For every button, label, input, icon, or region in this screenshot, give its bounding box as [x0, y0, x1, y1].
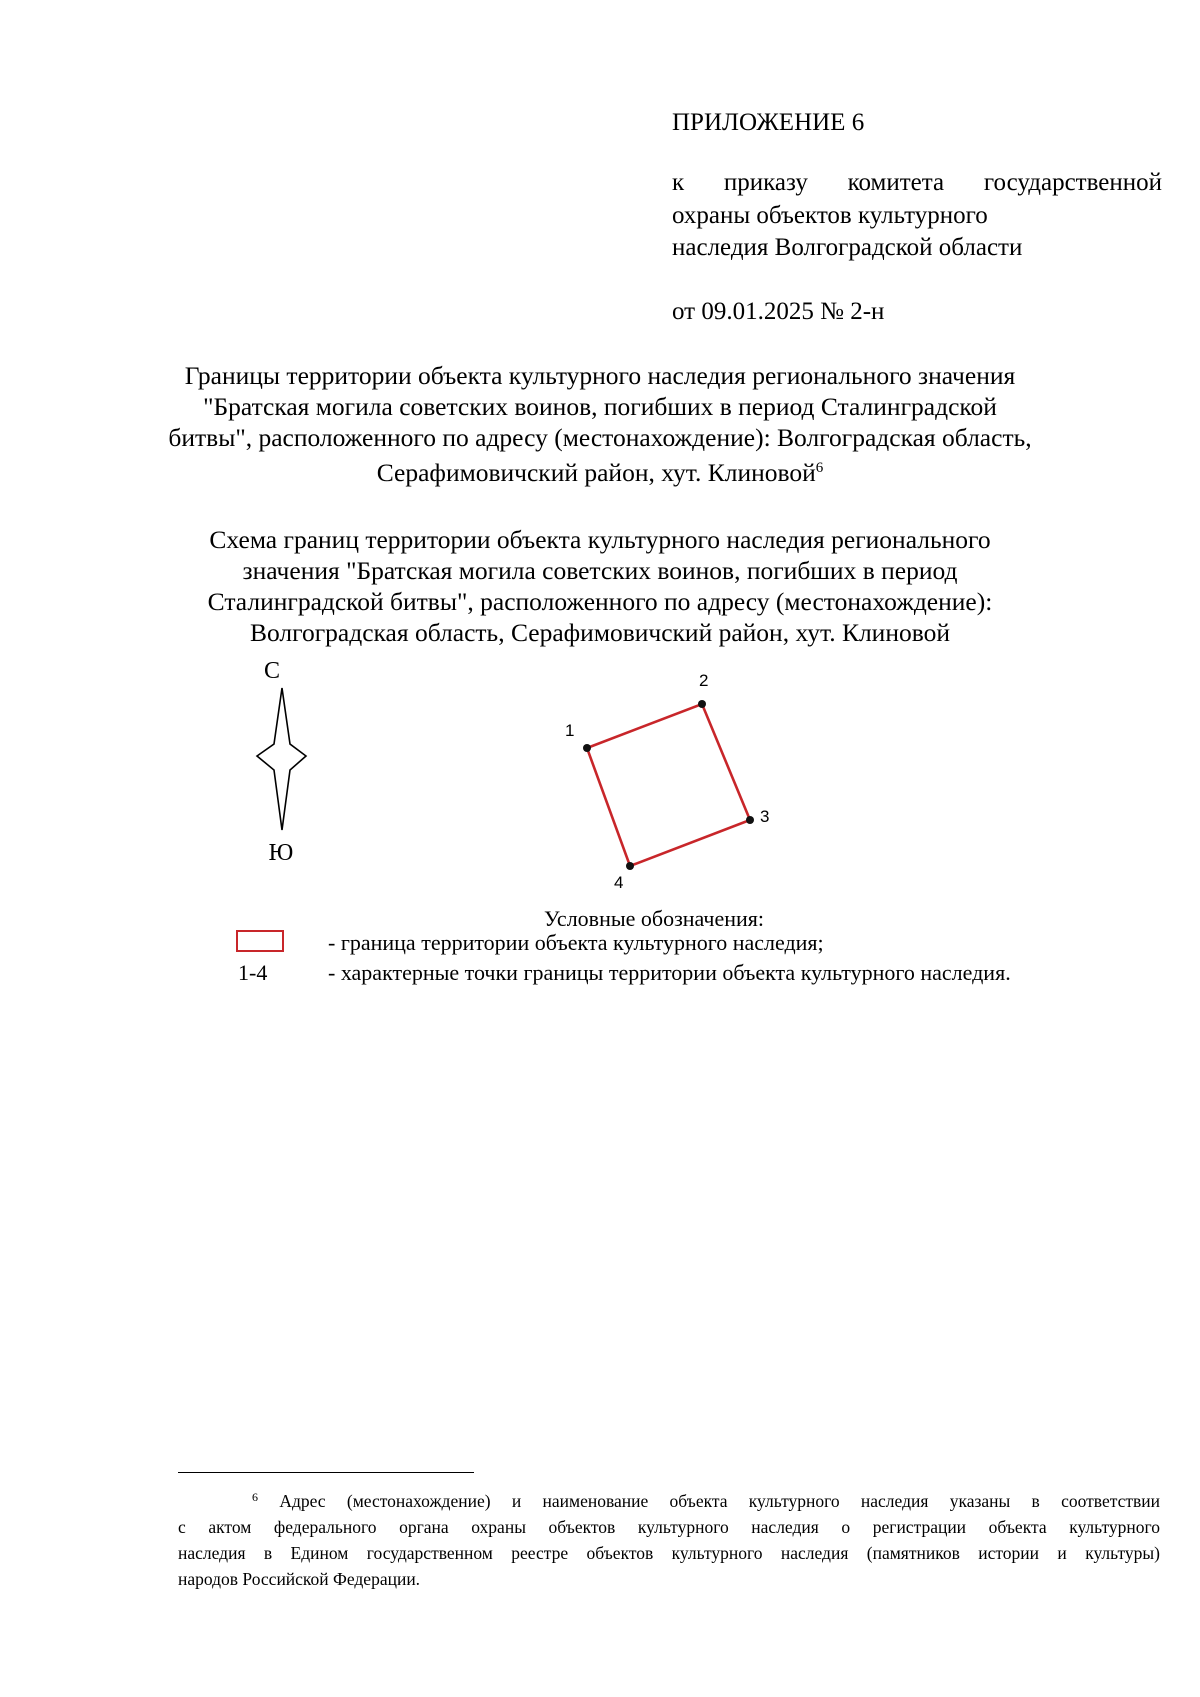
point-label-3: 3: [760, 807, 770, 826]
order-line-2: охраны объектов культурного: [672, 202, 988, 229]
order-line-3: наследия Волгоградской области: [672, 234, 1023, 261]
footnote-separator: [178, 1472, 474, 1473]
point-label-2: 2: [699, 671, 709, 690]
compass-rose-icon: [257, 658, 306, 866]
scheme-title-line-4: Волгоградская область, Серафимовичский район, хут. Клиновой: [250, 618, 950, 647]
legend-points-text: - характерные точки границы территории объекта культурного наследия.: [328, 960, 1011, 985]
legend-title: Условные обозначения:: [544, 906, 765, 931]
compass-south-label: Ю: [268, 840, 294, 866]
boundary-point-4: [626, 862, 634, 870]
footnote-line-2: с актом федерального органа охраны объектов культурного наследия о регистрации объекта культурного: [178, 1517, 1160, 1537]
boundary-point-1: [583, 744, 591, 752]
compass-star-icon: [257, 688, 306, 830]
scheme-title-line-1: Схема границ территории объекта культурного наследия регионального: [209, 525, 991, 554]
scheme-title-line-3: Сталинградской битвы", расположенного по адресу (местонахождение):: [207, 587, 993, 616]
point-label-1: 1: [565, 721, 575, 740]
appendix-title: ПРИЛОЖЕНИЕ 6: [672, 109, 865, 136]
legend-points-symbol: 1-4: [238, 960, 268, 985]
footnote-number: 6: [252, 1490, 258, 1504]
legend-boundary-text: - граница территории объекта культурного наследия;: [328, 930, 824, 955]
point-label-4: 4: [614, 873, 624, 892]
compass-north-label: С: [263, 658, 281, 684]
order-date-number: от 09.01.2025 № 2-н: [672, 298, 885, 325]
footnote-line-1-text: Адрес (местонахождение) и наименование объекта культурного наследия указаны в соответствии: [279, 1491, 1161, 1511]
boundary-point-2: [698, 700, 706, 708]
heading-line-2: "Братская могила советских воинов, погибших в период Сталинградской: [203, 392, 997, 421]
footnote-line-4: народов Российской Федерации.: [178, 1569, 421, 1589]
footnote: [178, 1484, 1160, 1592]
order-line-1: к приказу комитета государственной: [672, 169, 1162, 196]
boundary-polygon: [587, 704, 750, 866]
boundary-point-3: [746, 816, 754, 824]
heading-footnote-ref: 6: [815, 460, 824, 476]
footnote-line-1: [178, 1484, 1160, 1514]
footnote-line-3: наследия в Едином государственном реестре объектов культурного наследия (памятников истории и культуры): [178, 1543, 1160, 1563]
heading-line-3: битвы", расположенного по адресу (местонахождение): Волгоградская область,: [168, 423, 1032, 452]
heading-line-4-text: Серафимовичский район, хут. Клиновой: [376, 458, 816, 487]
legend-boundary-symbol: [236, 930, 284, 952]
heading-line-1: Границы территории объекта культурного наследия регионального значения: [184, 361, 1016, 390]
scheme-title-line-2: значения "Братская могила советских воинов, погибших в период: [242, 556, 958, 585]
